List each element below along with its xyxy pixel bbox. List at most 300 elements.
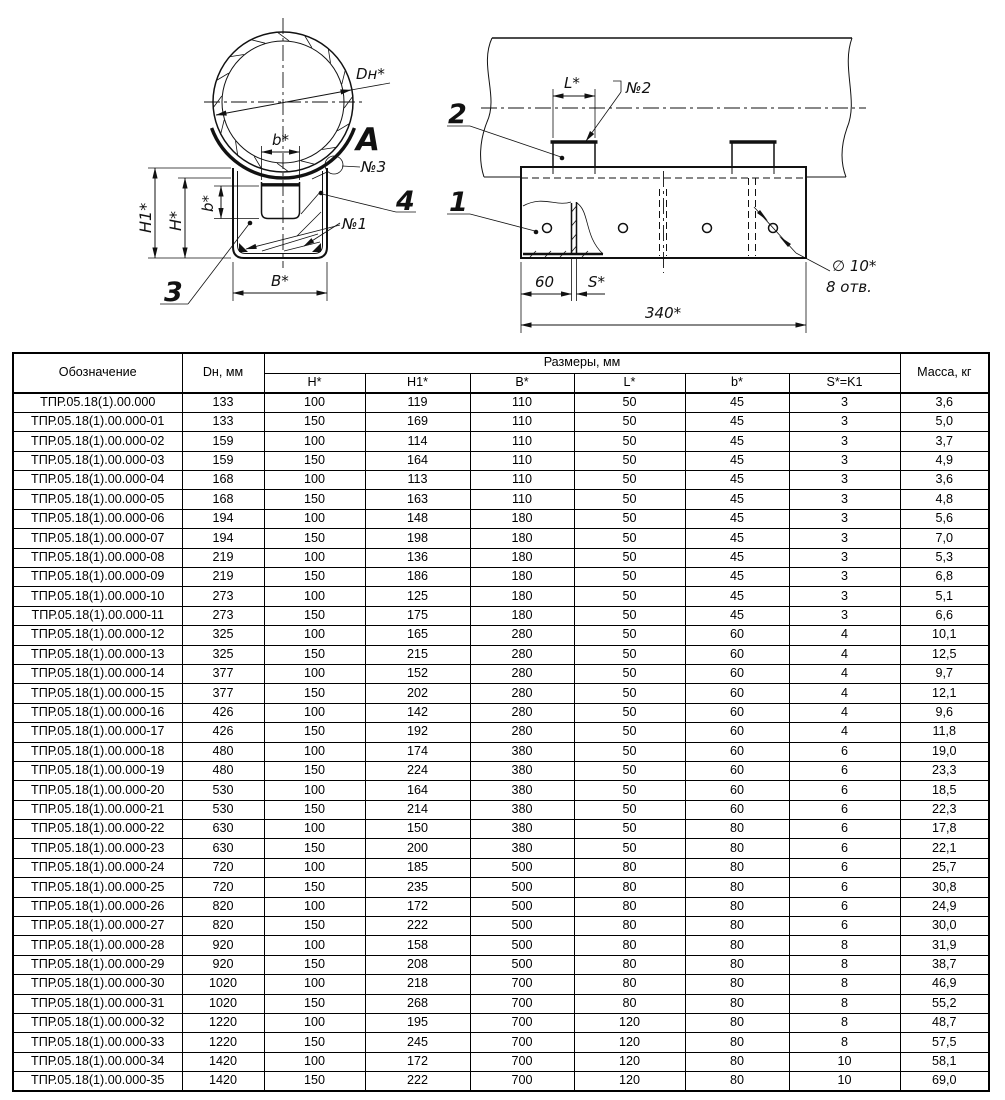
cell-dn: 377 xyxy=(182,684,264,703)
cell-mass: 46,9 xyxy=(900,975,989,994)
table-row xyxy=(13,606,989,625)
cell-mass: 6,8 xyxy=(900,568,989,587)
cell-b-small: 80 xyxy=(685,936,789,955)
cell-b-small: 45 xyxy=(685,606,789,625)
cell-h1: 198 xyxy=(365,529,470,548)
cell-b-small: 80 xyxy=(685,897,789,916)
cell-mass: 3,6 xyxy=(900,471,989,490)
cell-dn: 1420 xyxy=(182,1072,264,1091)
cell-dn: 426 xyxy=(182,723,264,742)
table-row xyxy=(13,587,989,606)
cell-b: 280 xyxy=(470,703,574,722)
cell-mass: 7,0 xyxy=(900,529,989,548)
cell-dn: 133 xyxy=(182,412,264,431)
cell-h1: 268 xyxy=(365,994,470,1013)
table-row xyxy=(13,878,989,897)
cell-h: 150 xyxy=(264,568,365,587)
cell-dn: 820 xyxy=(182,917,264,936)
cell-h: 150 xyxy=(264,839,365,858)
cell-b: 280 xyxy=(470,664,574,683)
hole-dia-label: ∅ 10* xyxy=(832,257,877,275)
cell-s-k1: 4 xyxy=(789,664,900,683)
cell-l: 50 xyxy=(574,412,685,431)
cell-s-k1: 3 xyxy=(789,432,900,451)
cell-s-k1: 3 xyxy=(789,509,900,528)
cell-designation: ТПР.05.18(1).00.000-11 xyxy=(13,606,182,625)
pos2-label: 2 xyxy=(448,99,467,130)
pos1-callout xyxy=(447,187,538,234)
dim-s-label: S* xyxy=(588,273,606,291)
cell-s-k1: 6 xyxy=(789,858,900,877)
cell-s-k1: 8 xyxy=(789,994,900,1013)
cell-dn: 168 xyxy=(182,490,264,509)
cell-dn: 630 xyxy=(182,820,264,839)
cell-mass: 5,1 xyxy=(900,587,989,606)
cell-mass: 30,0 xyxy=(900,917,989,936)
cell-l: 120 xyxy=(574,1072,685,1091)
channel-body xyxy=(233,168,327,258)
table-row xyxy=(13,917,989,936)
cell-designation: ТПР.05.18(1).00.000-04 xyxy=(13,471,182,490)
cell-l: 120 xyxy=(574,1033,685,1052)
cell-h: 150 xyxy=(264,451,365,470)
cell-l: 50 xyxy=(574,645,685,664)
cell-dn: 720 xyxy=(182,858,264,877)
cell-dn: 194 xyxy=(182,509,264,528)
cell-h1: 186 xyxy=(365,568,470,587)
cell-b: 180 xyxy=(470,606,574,625)
cell-b-small: 80 xyxy=(685,858,789,877)
table-row xyxy=(13,529,989,548)
cell-l: 80 xyxy=(574,994,685,1013)
cell-dn: 219 xyxy=(182,568,264,587)
cell-h: 100 xyxy=(264,393,365,412)
cell-l: 80 xyxy=(574,858,685,877)
cell-b-small: 60 xyxy=(685,781,789,800)
cell-h1: 195 xyxy=(365,1014,470,1033)
cell-s-k1: 6 xyxy=(789,781,900,800)
cell-dn: 630 xyxy=(182,839,264,858)
pos3-label: 3 xyxy=(164,277,183,308)
cell-dn: 920 xyxy=(182,936,264,955)
pos4-label: 4 xyxy=(396,186,415,217)
cell-s-k1: 8 xyxy=(789,975,900,994)
dim-dn-label: Dн* xyxy=(356,65,385,83)
table-row xyxy=(13,858,989,877)
cell-l: 80 xyxy=(574,955,685,974)
cell-designation: ТПР.05.18(1).00.000-23 xyxy=(13,839,182,858)
cell-dn: 1020 xyxy=(182,994,264,1013)
cell-h1: 165 xyxy=(365,626,470,645)
header-s-k1: S*=K1 xyxy=(789,373,900,393)
cell-b: 500 xyxy=(470,897,574,916)
cell-s-k1: 6 xyxy=(789,820,900,839)
cell-h1: 192 xyxy=(365,723,470,742)
table-row xyxy=(13,781,989,800)
cell-h: 150 xyxy=(264,684,365,703)
cell-l: 80 xyxy=(574,878,685,897)
cell-b-small: 60 xyxy=(685,645,789,664)
cell-b-small: 60 xyxy=(685,723,789,742)
pipe-side xyxy=(481,38,866,177)
right-view xyxy=(447,38,877,333)
cell-designation: ТПР.05.18(1).00.000-14 xyxy=(13,664,182,683)
cell-s-k1: 8 xyxy=(789,936,900,955)
cell-h1: 164 xyxy=(365,451,470,470)
cell-h: 100 xyxy=(264,975,365,994)
cell-mass: 24,9 xyxy=(900,897,989,916)
cell-b: 380 xyxy=(470,800,574,819)
cell-h: 100 xyxy=(264,548,365,567)
cell-l: 50 xyxy=(574,529,685,548)
spec-table xyxy=(12,352,990,1092)
cell-l: 50 xyxy=(574,703,685,722)
cell-mass: 22,1 xyxy=(900,839,989,858)
cell-s-k1: 4 xyxy=(789,645,900,664)
cell-l: 50 xyxy=(574,742,685,761)
channel-outer xyxy=(233,168,327,258)
hole-callout xyxy=(754,207,877,296)
cell-h: 150 xyxy=(264,1033,365,1052)
cell-designation: ТПР.05.18(1).00.000-19 xyxy=(13,761,182,780)
cell-b-small: 45 xyxy=(685,412,789,431)
cell-s-k1: 6 xyxy=(789,839,900,858)
cell-designation: ТПР.05.18(1).00.000-32 xyxy=(13,1014,182,1033)
cell-b-small: 45 xyxy=(685,587,789,606)
cell-b: 110 xyxy=(470,412,574,431)
cell-h: 100 xyxy=(264,858,365,877)
cell-h1: 174 xyxy=(365,742,470,761)
header-l: L* xyxy=(574,373,685,393)
cell-s-k1: 3 xyxy=(789,529,900,548)
cell-dn: 168 xyxy=(182,471,264,490)
cell-s-k1: 6 xyxy=(789,800,900,819)
cell-l: 80 xyxy=(574,897,685,916)
cell-designation: ТПР.05.18(1).00.000-24 xyxy=(13,858,182,877)
dim-B xyxy=(233,262,327,301)
table-row xyxy=(13,742,989,761)
cell-mass: 30,8 xyxy=(900,878,989,897)
cell-designation: ТПР.05.18(1).00.000-02 xyxy=(13,432,182,451)
gusset-plate xyxy=(572,202,577,254)
cell-h1: 235 xyxy=(365,878,470,897)
cell-b-small: 80 xyxy=(685,878,789,897)
table-row xyxy=(13,471,989,490)
cell-s-k1: 3 xyxy=(789,451,900,470)
dim-s xyxy=(577,257,606,301)
cell-b: 500 xyxy=(470,878,574,897)
cell-designation: ТПР.05.18(1).00.000-10 xyxy=(13,587,182,606)
cell-b-small: 80 xyxy=(685,1052,789,1071)
cell-h1: 136 xyxy=(365,548,470,567)
cell-s-k1: 6 xyxy=(789,878,900,897)
cell-b-small: 45 xyxy=(685,451,789,470)
table-row xyxy=(13,548,989,567)
cell-b-small: 80 xyxy=(685,917,789,936)
cell-b: 700 xyxy=(470,1033,574,1052)
table-row xyxy=(13,975,989,994)
cell-mass: 9,7 xyxy=(900,664,989,683)
cell-h1: 214 xyxy=(365,800,470,819)
cell-designation: ТПР.05.18(1).00.000-17 xyxy=(13,723,182,742)
cell-h: 100 xyxy=(264,587,365,606)
cell-s-k1: 3 xyxy=(789,548,900,567)
cell-b: 700 xyxy=(470,975,574,994)
cell-designation: ТПР.05.18(1).00.000-20 xyxy=(13,781,182,800)
cell-designation: ТПР.05.18(1).00.000-31 xyxy=(13,994,182,1013)
cell-l: 50 xyxy=(574,471,685,490)
table-row xyxy=(13,703,989,722)
cell-s-k1: 10 xyxy=(789,1072,900,1091)
weld1-callout xyxy=(246,215,367,249)
header-h: H* xyxy=(264,373,365,393)
cell-mass: 12,5 xyxy=(900,645,989,664)
table-row xyxy=(13,839,989,858)
cell-mass: 12,1 xyxy=(900,684,989,703)
technical-drawing xyxy=(0,0,1005,349)
cell-b: 500 xyxy=(470,858,574,877)
cell-h1: 125 xyxy=(365,587,470,606)
cell-b-small: 80 xyxy=(685,955,789,974)
cell-l: 50 xyxy=(574,451,685,470)
cell-b-small: 60 xyxy=(685,684,789,703)
dim-dn xyxy=(216,65,390,115)
support-beam xyxy=(521,167,806,273)
cell-l: 50 xyxy=(574,432,685,451)
pipe-break-right xyxy=(842,38,852,177)
cell-dn: 377 xyxy=(182,664,264,683)
cell-h: 150 xyxy=(264,994,365,1013)
header-sizes: Размеры, мм xyxy=(264,353,900,373)
item2-label: №2 xyxy=(626,79,652,97)
table-row xyxy=(13,412,989,431)
table-row xyxy=(13,1052,989,1071)
cell-mass: 38,7 xyxy=(900,955,989,974)
cell-b-small: 80 xyxy=(685,839,789,858)
cell-s-k1: 3 xyxy=(789,490,900,509)
cell-b: 280 xyxy=(470,723,574,742)
cell-mass: 6,6 xyxy=(900,606,989,625)
cell-s-k1: 6 xyxy=(789,742,900,761)
cell-mass: 3,7 xyxy=(900,432,989,451)
header-b-small: b* xyxy=(685,373,789,393)
cell-h: 150 xyxy=(264,1072,365,1091)
cell-dn: 273 xyxy=(182,587,264,606)
cell-designation: ТПР.05.18(1).00.000-25 xyxy=(13,878,182,897)
table-body xyxy=(13,393,989,1091)
cell-b-small: 45 xyxy=(685,548,789,567)
header-mass: Масса, кг xyxy=(900,353,989,393)
cell-b-small: 45 xyxy=(685,432,789,451)
cell-b-small: 60 xyxy=(685,664,789,683)
cell-designation: ТПР.05.18(1).00.000-08 xyxy=(13,548,182,567)
pipe-break-left xyxy=(481,38,492,177)
cell-h1: 208 xyxy=(365,955,470,974)
cell-h1: 142 xyxy=(365,703,470,722)
cell-designation: ТПР.05.18(1).00.000-15 xyxy=(13,684,182,703)
trunnion-plate-section xyxy=(262,182,300,219)
dim-b-top-label: b* xyxy=(272,131,290,149)
table-row xyxy=(13,626,989,645)
header-h1: H1* xyxy=(365,373,470,393)
cell-b-small: 45 xyxy=(685,509,789,528)
cell-b: 180 xyxy=(470,568,574,587)
cell-h: 100 xyxy=(264,432,365,451)
dim-60-label: 60 xyxy=(535,273,555,291)
cell-b: 500 xyxy=(470,917,574,936)
cell-designation: ТПР.05.18(1).00.000-30 xyxy=(13,975,182,994)
cell-h1: 222 xyxy=(365,1072,470,1091)
cell-h1: 245 xyxy=(365,1033,470,1052)
cell-h: 150 xyxy=(264,800,365,819)
cell-b: 500 xyxy=(470,936,574,955)
cell-h1: 148 xyxy=(365,509,470,528)
cell-h1: 202 xyxy=(365,684,470,703)
cell-l: 50 xyxy=(574,568,685,587)
cell-designation: ТПР.05.18(1).00.000-35 xyxy=(13,1072,182,1091)
cell-b-small: 45 xyxy=(685,529,789,548)
cell-l: 50 xyxy=(574,761,685,780)
table-row xyxy=(13,820,989,839)
dim-b-side xyxy=(199,186,259,219)
cell-s-k1: 6 xyxy=(789,761,900,780)
table-row xyxy=(13,1014,989,1033)
cell-l: 80 xyxy=(574,917,685,936)
cell-s-k1: 3 xyxy=(789,587,900,606)
cell-b: 180 xyxy=(470,587,574,606)
cell-h1: 224 xyxy=(365,761,470,780)
cell-designation: ТПР.05.18(1).00.000-09 xyxy=(13,568,182,587)
table-row xyxy=(13,1072,989,1091)
cell-designation: ТПР.05.18(1).00.000-13 xyxy=(13,645,182,664)
cell-dn: 133 xyxy=(182,393,264,412)
cell-b: 110 xyxy=(470,451,574,470)
cell-dn: 159 xyxy=(182,451,264,470)
table-row xyxy=(13,490,989,509)
cell-designation: ТПР.05.18(1).00.000-29 xyxy=(13,955,182,974)
cell-l: 50 xyxy=(574,548,685,567)
cell-h1: 163 xyxy=(365,490,470,509)
cell-b-small: 80 xyxy=(685,1014,789,1033)
cell-h1: 152 xyxy=(365,664,470,683)
cell-designation: ТПР.05.18(1).00.000-21 xyxy=(13,800,182,819)
cell-mass: 57,5 xyxy=(900,1033,989,1052)
table-row xyxy=(13,664,989,683)
cell-s-k1: 6 xyxy=(789,917,900,936)
trunnion-1 xyxy=(551,142,598,167)
cell-h: 100 xyxy=(264,781,365,800)
cell-h1: 164 xyxy=(365,781,470,800)
cell-l: 50 xyxy=(574,606,685,625)
cell-h: 100 xyxy=(264,471,365,490)
item2-callout xyxy=(586,79,651,141)
cell-b-small: 45 xyxy=(685,568,789,587)
cell-mass: 9,6 xyxy=(900,703,989,722)
pos1-label: 1 xyxy=(449,187,468,218)
table-row xyxy=(13,1033,989,1052)
cell-h: 150 xyxy=(264,606,365,625)
cell-mass: 48,7 xyxy=(900,1014,989,1033)
cell-s-k1: 4 xyxy=(789,626,900,645)
cell-b-small: 60 xyxy=(685,742,789,761)
cell-h: 100 xyxy=(264,703,365,722)
table-row xyxy=(13,568,989,587)
cell-h: 150 xyxy=(264,917,365,936)
cell-b: 380 xyxy=(470,820,574,839)
breakout-boundary xyxy=(523,201,603,254)
cell-s-k1: 6 xyxy=(789,897,900,916)
cell-mass: 4,8 xyxy=(900,490,989,509)
table-head xyxy=(13,353,989,393)
cell-h: 100 xyxy=(264,626,365,645)
cell-b: 180 xyxy=(470,548,574,567)
cell-b: 700 xyxy=(470,1072,574,1091)
cell-h1: 119 xyxy=(365,393,470,412)
cell-b: 110 xyxy=(470,490,574,509)
cell-b: 180 xyxy=(470,509,574,528)
cell-l: 50 xyxy=(574,587,685,606)
cell-h1: 175 xyxy=(365,606,470,625)
section-hatch xyxy=(262,191,321,251)
table-row xyxy=(13,936,989,955)
cell-h: 150 xyxy=(264,412,365,431)
cell-dn: 720 xyxy=(182,878,264,897)
cell-b-small: 45 xyxy=(685,490,789,509)
cell-b-small: 60 xyxy=(685,626,789,645)
cell-designation: ТПР.05.18(1).00.000-27 xyxy=(13,917,182,936)
dim-B-label: B* xyxy=(271,272,289,290)
cell-b: 700 xyxy=(470,1052,574,1071)
cell-s-k1: 4 xyxy=(789,703,900,722)
cell-b: 500 xyxy=(470,955,574,974)
cell-designation: ТПР.05.18(1).00.000-34 xyxy=(13,1052,182,1071)
cell-b: 110 xyxy=(470,393,574,412)
dim-L-label: L* xyxy=(564,74,580,92)
cell-dn: 194 xyxy=(182,529,264,548)
cell-b: 700 xyxy=(470,1014,574,1033)
cell-designation: ТПР.05.18(1).00.000-28 xyxy=(13,936,182,955)
cell-b-small: 80 xyxy=(685,820,789,839)
table-row xyxy=(13,393,989,412)
cell-dn: 1220 xyxy=(182,1014,264,1033)
cell-dn: 480 xyxy=(182,761,264,780)
cell-dn: 325 xyxy=(182,645,264,664)
view-a-label: A xyxy=(356,122,380,158)
cell-b: 280 xyxy=(470,645,574,664)
cell-dn: 219 xyxy=(182,548,264,567)
weld3-label: №3 xyxy=(361,158,387,176)
cell-h: 100 xyxy=(264,509,365,528)
cell-h: 150 xyxy=(264,761,365,780)
cell-s-k1: 3 xyxy=(789,412,900,431)
cell-s-k1: 3 xyxy=(789,606,900,625)
cell-mass: 25,7 xyxy=(900,858,989,877)
cell-h1: 114 xyxy=(365,432,470,451)
cell-h1: 158 xyxy=(365,936,470,955)
cell-designation: ТПР.05.18(1).00.000-05 xyxy=(13,490,182,509)
cell-mass: 5,6 xyxy=(900,509,989,528)
weld1-label: №1 xyxy=(342,215,368,233)
cell-mass: 10,1 xyxy=(900,626,989,645)
cell-h: 150 xyxy=(264,645,365,664)
cell-mass: 19,0 xyxy=(900,742,989,761)
cell-b-small: 60 xyxy=(685,761,789,780)
cell-l: 50 xyxy=(574,393,685,412)
table-row xyxy=(13,897,989,916)
cell-b: 380 xyxy=(470,839,574,858)
cell-mass: 17,8 xyxy=(900,820,989,839)
cell-h: 100 xyxy=(264,1014,365,1033)
